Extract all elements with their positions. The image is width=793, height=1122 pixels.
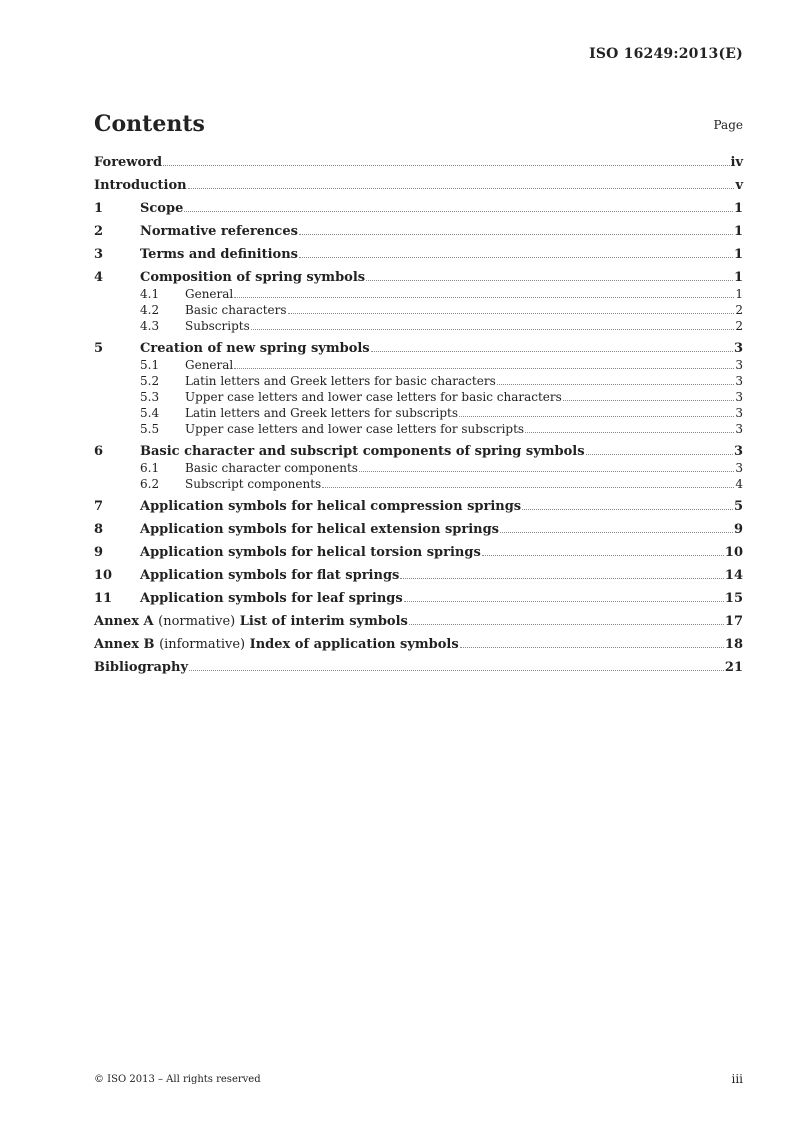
toc-page: 3 xyxy=(735,374,743,388)
toc-number: 8 xyxy=(94,522,104,537)
annex-kind: (normative) xyxy=(158,614,236,629)
dot-leader xyxy=(500,532,733,533)
toc-entry-5-5[interactable] xyxy=(94,421,743,437)
toc-entry-4-2[interactable] xyxy=(94,302,743,318)
toc-title xyxy=(94,637,459,653)
annex-kind: (informative) xyxy=(159,637,246,652)
toc-number: 10 xyxy=(94,568,113,583)
toc-entry-bibliography[interactable] xyxy=(94,660,743,676)
toc-entry-2[interactable] xyxy=(94,224,743,240)
toc-title: Latin letters and Greek letters for basic characters xyxy=(185,374,496,388)
toc-entry-3[interactable] xyxy=(94,247,743,263)
toc-entry-foreword[interactable] xyxy=(94,155,743,171)
dot-leader xyxy=(299,257,733,258)
dot-leader xyxy=(299,234,733,235)
toc-title: General xyxy=(185,287,234,301)
toc-title: Application symbols for helical compression springs xyxy=(140,499,522,514)
toc-page: 1 xyxy=(733,201,743,216)
dot-leader xyxy=(522,509,733,510)
toc-entry-4[interactable] xyxy=(94,270,743,286)
dot-leader xyxy=(288,313,735,314)
toc-number: 4 xyxy=(94,270,104,285)
annex-title: List of interim symbols xyxy=(239,614,408,629)
dot-leader xyxy=(251,329,735,330)
toc-title: Introduction xyxy=(94,178,187,193)
dot-leader xyxy=(234,297,734,298)
toc-page: 3 xyxy=(733,444,743,459)
toc-title: Application symbols for leaf springs xyxy=(140,591,403,606)
toc-title: Basic character and subscript components of spring symbols xyxy=(140,444,585,459)
toc-number: 11 xyxy=(94,591,113,606)
toc-title: Application symbols for helical extension springs xyxy=(140,522,499,537)
dot-leader xyxy=(184,211,733,212)
toc-title: Application symbols for flat springs xyxy=(140,568,400,583)
table-of-contents xyxy=(94,155,743,676)
toc-entry-10[interactable] xyxy=(94,568,743,584)
toc-title: Basic characters xyxy=(185,303,287,317)
toc-page: 18 xyxy=(724,637,743,652)
toc-entry-8[interactable] xyxy=(94,522,743,538)
dot-leader xyxy=(482,555,724,556)
toc-entry-4-1[interactable] xyxy=(94,286,743,302)
toc-number: 1 xyxy=(94,201,104,216)
toc-entry-5-2[interactable] xyxy=(94,373,743,389)
toc-number: 2 xyxy=(94,224,104,239)
toc-page: 1 xyxy=(733,247,743,262)
toc-title: Normative references xyxy=(140,224,298,239)
toc-number: 5 xyxy=(94,341,104,356)
dot-leader xyxy=(460,647,724,648)
toc-entry-9[interactable] xyxy=(94,545,743,561)
dot-leader xyxy=(322,487,734,488)
toc-page: 2 xyxy=(735,303,743,317)
toc-entry-4-3[interactable] xyxy=(94,318,743,334)
toc-title: Upper case letters and lower case letters for subscripts xyxy=(185,422,525,436)
toc-number: 4.1 xyxy=(140,287,160,301)
document-id: ISO 16249:2013(E) xyxy=(589,46,743,62)
toc-number: 3 xyxy=(94,247,104,262)
annex-title: Index of application symbols xyxy=(249,637,459,652)
toc-title: General xyxy=(185,358,234,372)
toc-page: 1 xyxy=(735,287,743,301)
toc-page: iv xyxy=(730,155,743,170)
toc-entry-7[interactable] xyxy=(94,499,743,515)
dot-leader xyxy=(188,188,735,189)
toc-page: 2 xyxy=(735,319,743,333)
toc-title: Basic character components xyxy=(185,461,358,475)
toc-number: 9 xyxy=(94,545,104,560)
copyright-notice: © ISO 2013 – All rights reserved xyxy=(94,1074,261,1085)
toc-title: Upper case letters and lower case letters for basic characters xyxy=(185,390,562,404)
toc-entry-6[interactable] xyxy=(94,444,743,460)
dot-leader xyxy=(525,432,734,433)
annex-label: Annex B xyxy=(94,637,155,652)
toc-entry-6-2[interactable] xyxy=(94,476,743,492)
dot-leader xyxy=(563,400,735,401)
toc-page: 3 xyxy=(735,358,743,372)
toc-page: 9 xyxy=(733,522,743,537)
dot-leader xyxy=(371,351,733,352)
toc-page: 15 xyxy=(724,591,743,606)
toc-title: Application symbols for helical torsion springs xyxy=(140,545,481,560)
toc-page: 10 xyxy=(724,545,743,560)
dot-leader xyxy=(459,416,734,417)
dot-leader xyxy=(366,280,733,281)
toc-number: 6.1 xyxy=(140,461,160,475)
toc-entry-annex-a[interactable] xyxy=(94,614,743,630)
contents-heading: Contents xyxy=(94,111,205,137)
toc-number: 5.4 xyxy=(140,406,160,420)
toc-number: 5.1 xyxy=(140,358,160,372)
toc-number: 5.5 xyxy=(140,422,160,436)
toc-entry-annex-b[interactable] xyxy=(94,637,743,653)
toc-number: 5.2 xyxy=(140,374,160,388)
toc-page: 3 xyxy=(735,422,743,436)
toc-page: 5 xyxy=(733,499,743,514)
toc-entry-5[interactable] xyxy=(94,341,743,357)
toc-number: 6.2 xyxy=(140,477,160,491)
toc-page: 17 xyxy=(724,614,743,629)
toc-page: 3 xyxy=(735,461,743,475)
toc-page: 3 xyxy=(735,406,743,420)
toc-title xyxy=(94,614,408,630)
toc-title: Creation of new spring symbols xyxy=(140,341,370,356)
toc-number: 7 xyxy=(94,499,104,514)
dot-leader xyxy=(497,384,735,385)
dot-leader xyxy=(409,624,724,625)
toc-title: Composition of spring symbols xyxy=(140,270,366,285)
toc-page: 14 xyxy=(724,568,743,583)
toc-entry-introduction[interactable] xyxy=(94,178,743,194)
toc-title: Bibliography xyxy=(94,660,189,675)
dot-leader xyxy=(189,670,724,671)
toc-page: 3 xyxy=(735,390,743,404)
dot-leader xyxy=(234,368,734,369)
toc-title: Terms and definitions xyxy=(140,247,298,262)
dot-leader xyxy=(163,165,729,166)
toc-title: Latin letters and Greek letters for subscripts xyxy=(185,406,459,420)
toc-page: 1 xyxy=(733,224,743,239)
toc-entry-11[interactable] xyxy=(94,591,743,607)
toc-entry-5-4[interactable] xyxy=(94,405,743,421)
toc-page: 21 xyxy=(724,660,743,675)
toc-number: 5.3 xyxy=(140,390,160,404)
toc-page: v xyxy=(735,178,743,193)
toc-title: Subscript components xyxy=(185,477,322,491)
toc-number: 4.2 xyxy=(140,303,160,317)
toc-entry-5-1[interactable] xyxy=(94,357,743,373)
dot-leader xyxy=(359,471,734,472)
toc-number: 4.3 xyxy=(140,319,160,333)
dot-leader xyxy=(400,578,724,579)
toc-title: Foreword xyxy=(94,155,163,170)
annex-label: Annex A xyxy=(94,614,154,629)
toc-number: 6 xyxy=(94,444,104,459)
toc-page: 1 xyxy=(733,270,743,285)
toc-title: Scope xyxy=(140,201,184,216)
toc-entry-1[interactable] xyxy=(94,201,743,217)
toc-page: 4 xyxy=(735,477,743,491)
dot-leader xyxy=(586,454,733,455)
toc-entry-5-3[interactable] xyxy=(94,389,743,405)
dot-leader xyxy=(404,601,724,602)
toc-title: Subscripts xyxy=(185,319,250,333)
toc-page: 3 xyxy=(733,341,743,356)
page-column-label: Page xyxy=(713,118,743,132)
toc-entry-6-1[interactable] xyxy=(94,460,743,476)
page-number: iii xyxy=(731,1072,743,1086)
